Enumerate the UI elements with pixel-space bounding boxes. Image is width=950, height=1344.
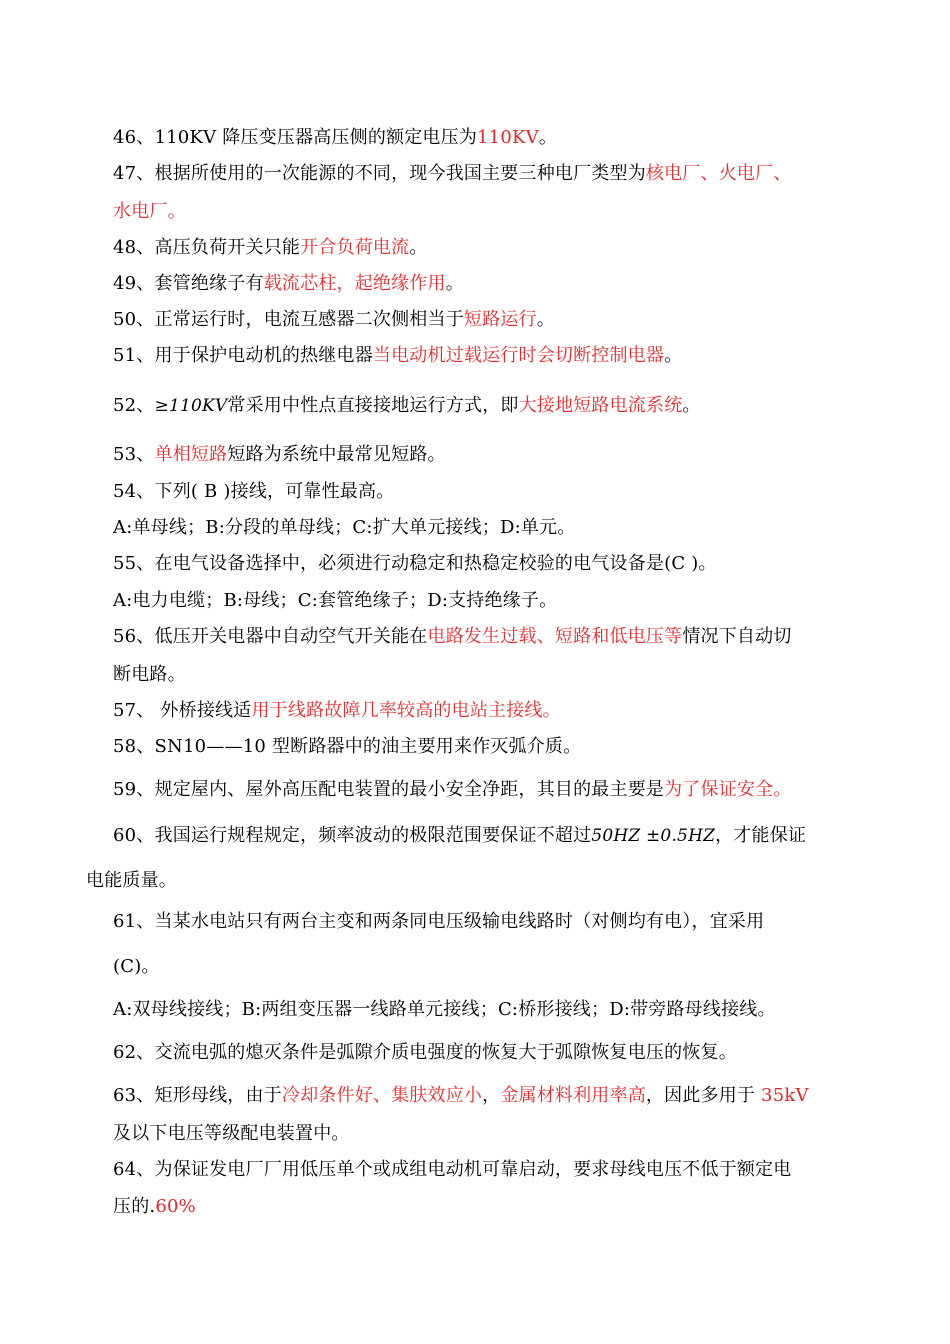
answer-text: 开合负荷电流 bbox=[300, 237, 410, 258]
question-text: A:双母线接线；B:两组变压器一线路单元接线；C:桥形接线；D:带旁路母线接线。 bbox=[113, 999, 776, 1020]
question-text: 57、 外桥接线适 bbox=[113, 700, 252, 721]
question-text: 60、我国运行规程规定，频率波动的极限范围要保证不超过 bbox=[113, 825, 592, 846]
answer-text: 核电厂、火电厂、 bbox=[645, 163, 792, 184]
question-text: 压的. bbox=[113, 1196, 156, 1217]
question-text: 短路为系统中最常见短路。 bbox=[227, 444, 446, 465]
question-59 bbox=[113, 778, 792, 802]
question-text: 49、套管绝缘子有 bbox=[113, 273, 264, 294]
question-58 bbox=[113, 735, 581, 759]
answer-text: 60% bbox=[155, 1196, 196, 1217]
question-text: 。 bbox=[536, 309, 555, 330]
question-51 bbox=[113, 344, 682, 368]
question-text: 53、 bbox=[113, 444, 155, 465]
question-text: 51、用于保护电动机的热继电器 bbox=[113, 345, 373, 366]
question-text: 59、规定屋内、屋外高压配电装置的最小安全净距，其目的最主要是 bbox=[113, 779, 665, 800]
answer-text: 载流芯柱，起绝缘作用 bbox=[263, 273, 446, 294]
question-57 bbox=[113, 699, 561, 723]
question-text: 58、SN10——10 型断路器中的油主要用来作灭弧介质。 bbox=[113, 736, 582, 757]
question-60 bbox=[113, 824, 806, 848]
question-61-options bbox=[113, 998, 776, 1022]
question-63 bbox=[113, 1084, 809, 1108]
question-49 bbox=[113, 272, 464, 296]
question-46 bbox=[113, 126, 557, 150]
question-64-continued bbox=[113, 1195, 196, 1219]
answer-text: 单相短路 bbox=[154, 444, 228, 465]
question-text: A:单母线；B:分段的单母线；C:扩大单元接线；D:单元。 bbox=[113, 517, 576, 538]
question-48 bbox=[113, 236, 428, 260]
question-text: 50、正常运行时，电流互感器二次侧相当于 bbox=[113, 309, 464, 330]
question-text: 48、高压负荷开关只能 bbox=[113, 237, 301, 258]
answer-text: 用于线路故障几率较高的电站主接线。 bbox=[251, 700, 561, 721]
question-62 bbox=[113, 1041, 737, 1065]
math-expression: 50HZ ±0.5HZ bbox=[591, 826, 716, 846]
question-55-options bbox=[113, 589, 557, 613]
question-text: 46、110KV 降压变压器高压侧的额定电压为 bbox=[113, 127, 478, 148]
question-64 bbox=[113, 1158, 792, 1182]
question-55 bbox=[113, 552, 717, 576]
answer-text: 电路发生过载、短路和低电压等 bbox=[427, 626, 683, 647]
answer-text: 短路运行 bbox=[463, 309, 537, 330]
answer-text: 冷却条件好、集肤效应小 bbox=[281, 1085, 483, 1106]
answer-text: 金属材料利用率高 bbox=[500, 1085, 646, 1106]
question-text: 56、低压开关电器中自动空气开关能在 bbox=[113, 626, 428, 647]
answer-text: 当电动机过载运行时会切断控制电器 bbox=[372, 345, 665, 366]
question-text: 61、当某水电站只有两台主变和两条同电压级输电线路时（对侧均有电），宜采用 bbox=[113, 911, 765, 932]
question-50 bbox=[113, 308, 555, 332]
question-61 bbox=[113, 910, 764, 934]
question-text: 。 bbox=[664, 345, 683, 366]
answer-text: 35kV bbox=[761, 1085, 809, 1106]
question-text: 。 bbox=[445, 273, 464, 294]
answer-text: 为了保证安全。 bbox=[664, 779, 792, 800]
question-56 bbox=[113, 625, 792, 649]
question-text: 63、矩形母线，由于 bbox=[113, 1085, 282, 1106]
question-53 bbox=[113, 443, 446, 467]
question-text: 断电路。 bbox=[113, 664, 186, 685]
question-text: 及以下电压等级配电装置中。 bbox=[113, 1123, 350, 1144]
question-text: ， bbox=[482, 1085, 501, 1106]
question-text: (C)。 bbox=[113, 956, 160, 977]
question-63-continued bbox=[113, 1122, 350, 1146]
question-text: 。 bbox=[682, 395, 701, 416]
math-expression: ≥110KV bbox=[154, 396, 228, 416]
question-text: ，因此多用于 bbox=[645, 1085, 762, 1106]
question-54-options bbox=[113, 516, 576, 540]
question-text: ，才能保证 bbox=[715, 825, 807, 846]
answer-text: 110KV bbox=[477, 127, 539, 148]
question-text: 54、下列( B )接线，可靠性最高。 bbox=[113, 481, 395, 502]
question-text: 52、 bbox=[113, 395, 155, 416]
question-60-continued bbox=[86, 869, 177, 893]
question-text: 情况下自动切 bbox=[682, 626, 792, 647]
question-61-continued bbox=[113, 955, 160, 979]
question-text: 62、交流电弧的熄灭条件是弧隙介质电强度的恢复大于弧隙恢复电压的恢复。 bbox=[113, 1042, 737, 1063]
question-text: 47、根据所使用的一次能源的不同，现今我国主要三种电厂类型为 bbox=[113, 163, 646, 184]
answer-text: 大接地短路电流系统 bbox=[518, 395, 683, 416]
question-54 bbox=[113, 480, 394, 504]
question-text: 。 bbox=[409, 237, 428, 258]
question-text: A:电力电缆；B:母线；C:套管绝缘子；D:支持绝缘子。 bbox=[113, 590, 558, 611]
question-text: 电能质量。 bbox=[86, 870, 177, 891]
question-56-continued bbox=[113, 663, 186, 687]
question-text: 64、为保证发电厂厂用低压单个或成组电动机可靠启动，要求母线电压不低于额定电 bbox=[113, 1159, 792, 1180]
question-47-continued bbox=[113, 200, 186, 224]
question-text: 55、在电气设备选择中，必须进行动稳定和热稳定校验的电气设备是(C )。 bbox=[113, 553, 717, 574]
question-text: 常采用中性点直接接地运行方式，即 bbox=[227, 395, 519, 416]
question-52 bbox=[113, 394, 701, 418]
question-47 bbox=[113, 162, 792, 186]
question-text: 。 bbox=[538, 127, 558, 148]
answer-text: 水电厂。 bbox=[113, 201, 186, 222]
